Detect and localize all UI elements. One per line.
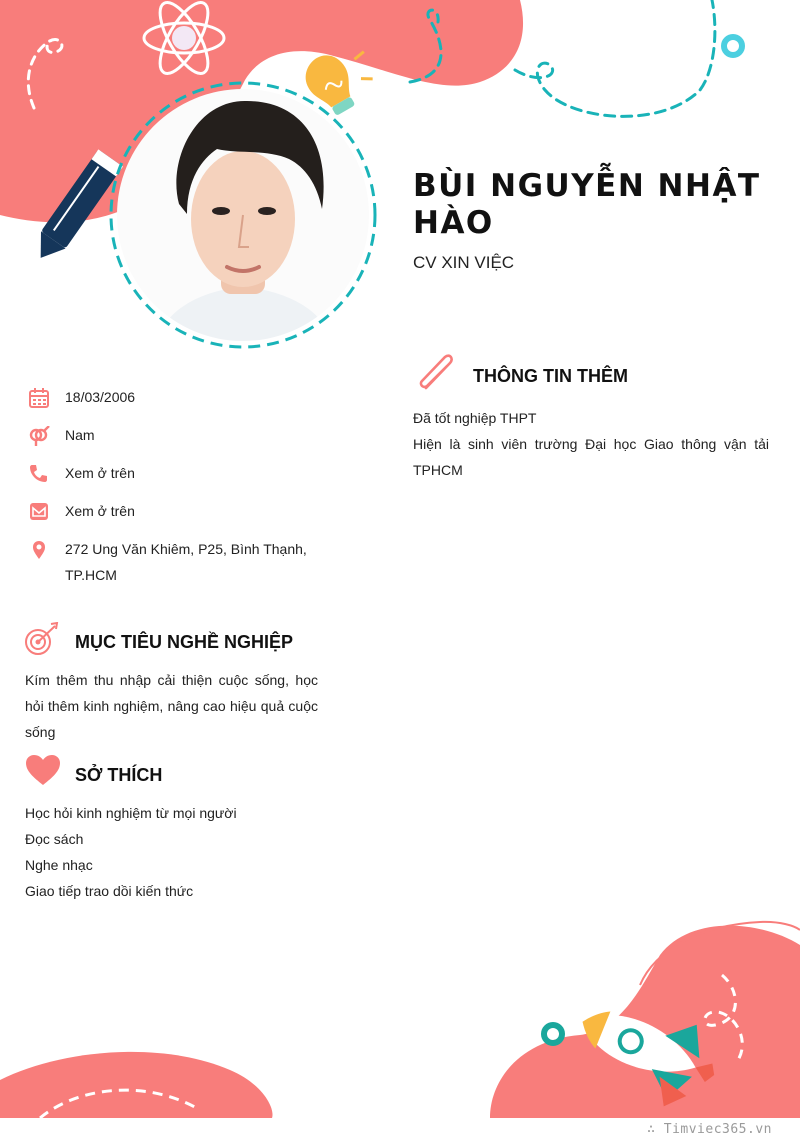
- watermark: ∴ Timviec365.vn: [647, 1122, 772, 1137]
- calendar-icon: [28, 388, 50, 408]
- extra-info: [413, 405, 769, 483]
- email-icon: [28, 502, 50, 522]
- dob-row: [28, 384, 328, 410]
- address-row: [28, 536, 328, 588]
- heart-icon: [25, 754, 61, 786]
- paperclip-icon: [414, 354, 460, 396]
- objective-text: Kím thêm thu nhập cải thiện cuộc sống, học hỏi thêm kinh nghiệm, nâng cao hiệu quả cuộc sống: [25, 672, 318, 740]
- teal-ring-bottom: [544, 1025, 562, 1043]
- email-row: [28, 498, 328, 524]
- target-icon: [24, 622, 60, 656]
- hobbies-title: SỞ THÍCH: [75, 765, 163, 785]
- hobby-item: Nghe nhạc: [25, 857, 93, 873]
- phone-row: [28, 460, 328, 486]
- gender-icon: [28, 426, 50, 446]
- name-line-2: HÀO: [413, 205, 494, 241]
- profile-photo: [117, 89, 369, 341]
- hobby-item: Đọc sách: [25, 831, 84, 847]
- phone-icon: [28, 464, 50, 484]
- location-pin-icon: [28, 540, 50, 560]
- photo-right-eye: [258, 207, 276, 215]
- dob-value: 18/03/2006: [65, 389, 136, 405]
- extra-line-1: Đã tốt nghiệp THPT: [413, 410, 537, 426]
- hobby-item: Giao tiếp trao dồi kiến thức: [25, 883, 194, 899]
- gender-value: Nam: [65, 427, 95, 443]
- phone-value: Xem ở trên: [65, 465, 135, 481]
- full-name: [413, 168, 783, 242]
- bottom-left-blob: [0, 1052, 273, 1118]
- cv-subtitle: CV XIN VIỆC: [413, 253, 515, 272]
- email-value: Xem ở trên: [65, 503, 135, 519]
- bottom-right-blob: [490, 926, 800, 1118]
- address-value: 272 Ung Văn Khiêm, P25, Bình Thạnh, TP.HCM: [65, 541, 307, 583]
- hobbies-list: [25, 800, 325, 904]
- teal-ring: [724, 37, 742, 55]
- hobby-item: Học hỏi kinh nghiệm từ mọi người: [25, 805, 237, 821]
- extra-title: THÔNG TIN THÊM: [473, 366, 628, 386]
- objective-title: MỤC TIÊU NGHỀ NGHIỆP: [75, 632, 294, 652]
- extra-line-2: Hiện là sinh viên trường Đại học Giao thông vận tải TPHCM: [413, 436, 769, 478]
- name-line-1: BÙI NGUYỄN NHẬT: [413, 168, 761, 204]
- gender-row: [28, 422, 328, 448]
- photo-left-eye: [212, 207, 230, 215]
